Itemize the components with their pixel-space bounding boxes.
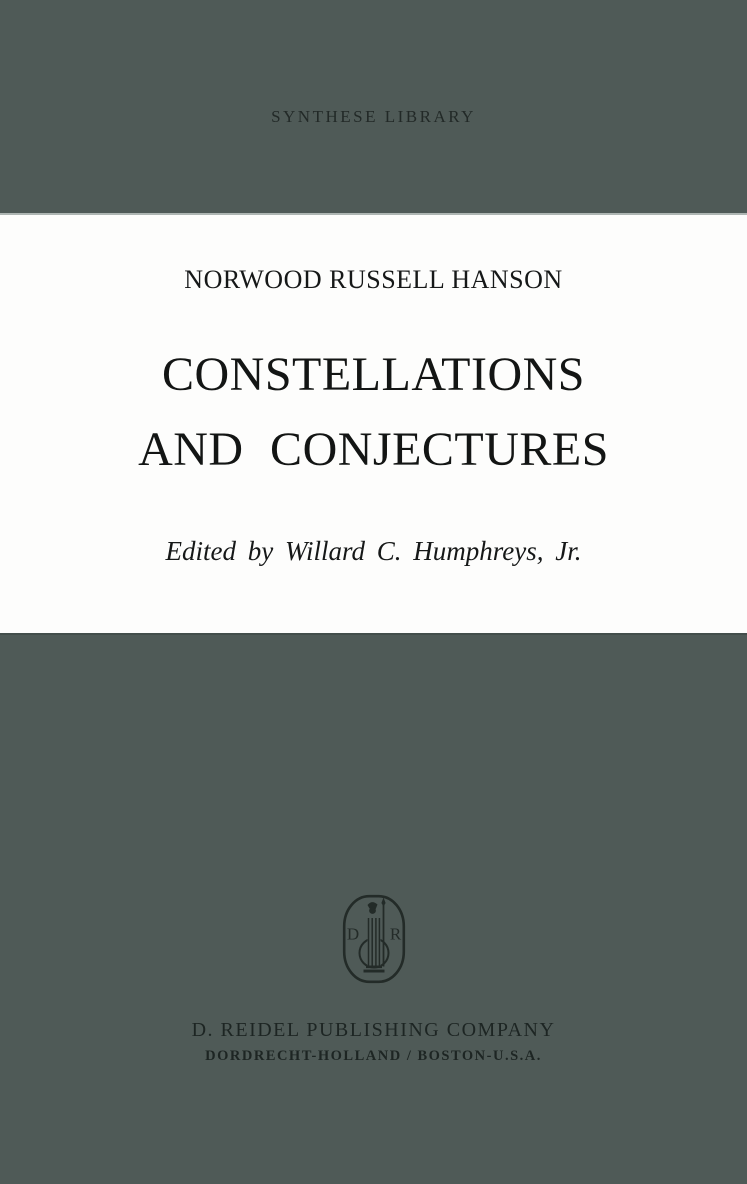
top-band [0,0,747,215]
publisher-name: D. REIDEL PUBLISHING COMPANY [191,1019,556,1041]
author-name: NORWOOD RUSSELL HANSON [184,265,563,294]
logo-base-lower [364,970,385,973]
logo-spear-head [381,898,385,907]
book-title-line1: CONSTELLATIONS [162,348,585,401]
logo-letter-d: D [346,924,360,944]
logo-base-upper [366,966,382,969]
publisher-minerva-logo [342,894,406,984]
logo-letter-r: R [389,924,402,944]
series-title: SYNTHESE LIBRARY [271,107,476,126]
publisher-locations: DORDRECHT-HOLLAND / BOSTON-U.S.A. [205,1048,542,1064]
editor-credit: Edited by Willard C. Humphreys, Jr. [165,536,582,566]
book-title-line2: AND CONJECTURES [138,423,609,476]
logo-figure-body [368,917,381,966]
